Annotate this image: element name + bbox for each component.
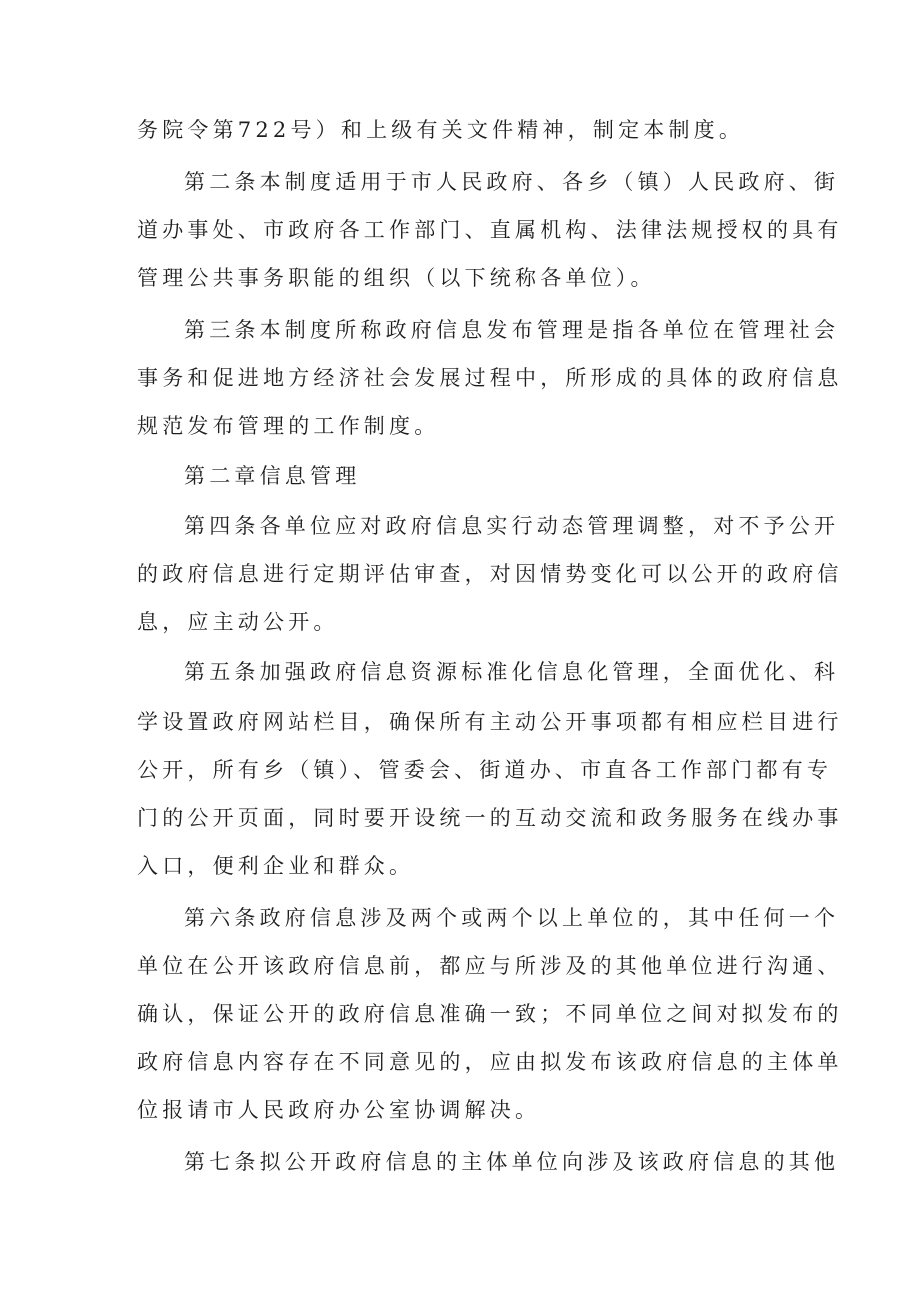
text-line: 务院令第722号）和上级有关文件精神，制定本制度。	[137, 118, 745, 142]
text-line: 第五条加强政府信息资源标准化信息化管理，全面优化、科	[184, 660, 840, 684]
text-line: 入口，便利企业和群众。	[137, 854, 415, 878]
text-line: 政府信息内容存在不同意见的，应由拟发布该政府信息的主体单	[137, 1050, 843, 1074]
text-line: 公开，所有乡（镇）、管委会、街道办、市直各工作部门都有专	[137, 758, 833, 782]
text-line: 第二条本制度适用于市人民政府、各乡（镇）人民政府、街	[184, 170, 840, 194]
text-line: 第七条拟公开政府信息的主体单位向涉及该政府信息的其他	[184, 1150, 840, 1174]
section-heading: 第二章信息管理	[184, 464, 361, 488]
text-line: 门的公开页面，同时要开设统一的互动交流和政务服务在线办事	[137, 806, 843, 830]
text-line: 位报请市人民政府办公室协调解决。	[137, 1098, 541, 1122]
text-line: 管理公共事务职能的组织（以下统称各单位）。	[137, 266, 656, 290]
text-line: 事务和促进地方经济社会发展过程中，所形成的具体的政府信息	[137, 366, 843, 390]
text-line: 学设置政府网站栏目，确保所有主动公开事项都有相应栏目进行	[137, 710, 843, 734]
text-line: 第六条政府信息涉及两个或两个以上单位的，其中任何一个	[184, 906, 840, 930]
text-line: 第三条本制度所称政府信息发布管理是指各单位在管理社会	[184, 318, 840, 342]
text-line: 单位在公开该政府信息前，都应与所涉及的其他单位进行沟通、	[137, 954, 843, 978]
text-line: 第四条各单位应对政府信息实行动态管理调整，对不予公开	[184, 514, 840, 538]
text-line: 规范发布管理的工作制度。	[137, 414, 440, 438]
text-line: 确认，保证公开的政府信息准确一致；不同单位之间对拟发布的	[137, 1002, 843, 1026]
text-line: 的政府信息进行定期评估审查，对因情势变化可以公开的政府信	[137, 562, 843, 586]
text-line: 息，应主动公开。	[137, 610, 339, 634]
text-line: 道办事处、市政府各工作部门、直属机构、法律法规授权的具有	[137, 218, 843, 242]
